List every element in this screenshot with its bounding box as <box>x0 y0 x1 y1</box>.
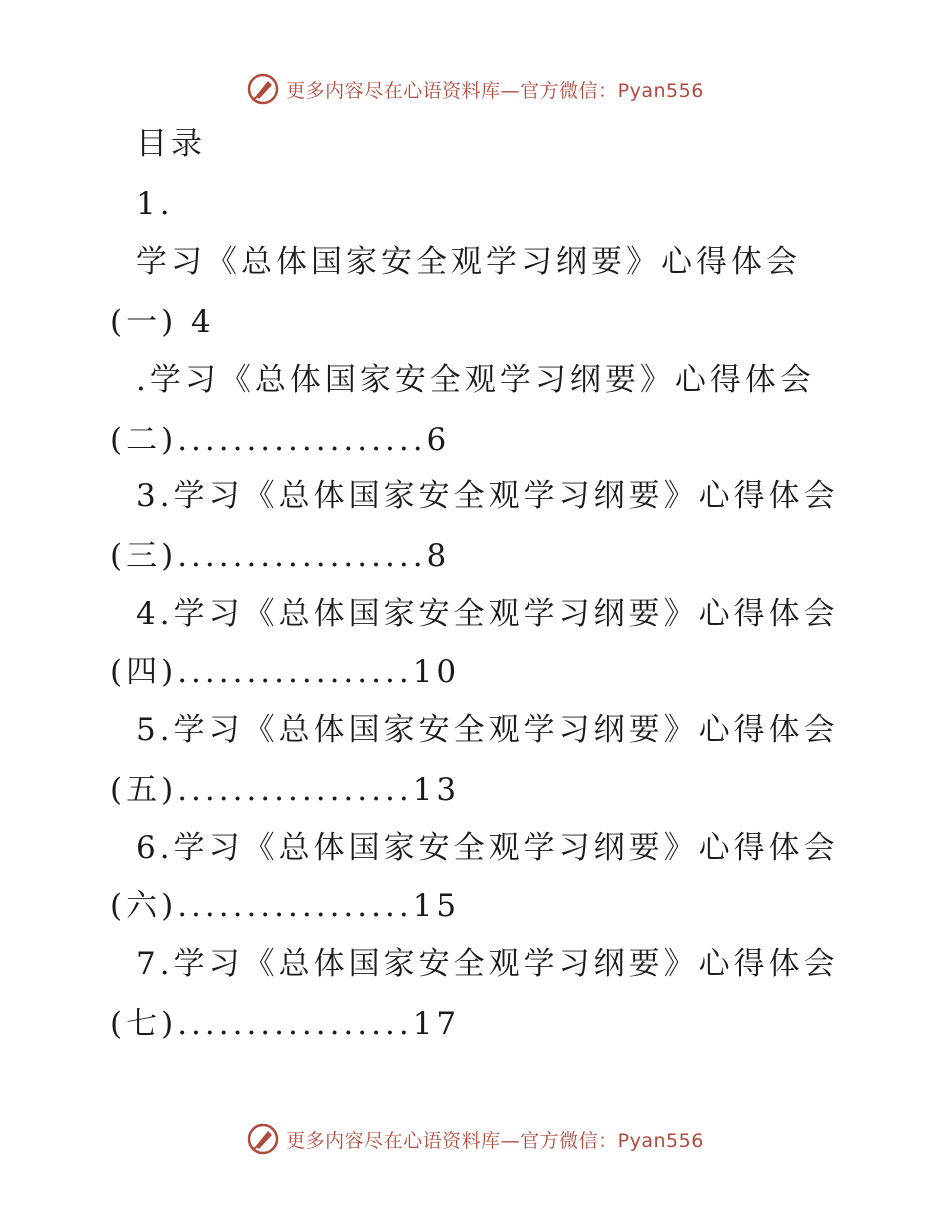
toc-line: 6.学习《总体国家安全观学习纲要》心得体会 <box>136 830 839 866</box>
header-watermark <box>0 72 950 106</box>
toc-title: 目录 <box>136 126 206 162</box>
toc-line: (三)..................8 <box>110 538 451 574</box>
toc-line: 7.学习《总体国家安全观学习纲要》心得体会 <box>136 946 839 982</box>
toc-line: 4.学习《总体国家安全观学习纲要》心得体会 <box>136 596 839 632</box>
pen-nib-logo-icon <box>246 1122 280 1156</box>
watermark-text: 更多内容尽在心语资料库—官方微信：Pyan556 <box>286 1129 704 1152</box>
toc-line: 学习《总体国家安全观学习纲要》心得体会 <box>136 244 801 280</box>
toc-line: (二)..................6 <box>110 422 451 458</box>
toc-line: (六).................15 <box>110 888 461 924</box>
toc-line: 5.学习《总体国家安全观学习纲要》心得体会 <box>136 712 839 748</box>
toc-line: (一) 4 <box>110 304 215 340</box>
toc-line: (七).................17 <box>110 1006 461 1042</box>
watermark-text: 更多内容尽在心语资料库—官方微信：Pyan556 <box>286 79 704 102</box>
toc-line: 3.学习《总体国家安全观学习纲要》心得体会 <box>136 478 839 514</box>
pen-nib-logo-icon <box>246 72 280 106</box>
toc-line: (五).................13 <box>110 772 461 808</box>
toc-line: 1. <box>136 186 174 222</box>
toc-line: .学习《总体国家安全观学习纲要》心得体会 <box>136 362 815 398</box>
toc-line: (四).................10 <box>110 654 461 690</box>
footer-watermark <box>0 1122 950 1156</box>
